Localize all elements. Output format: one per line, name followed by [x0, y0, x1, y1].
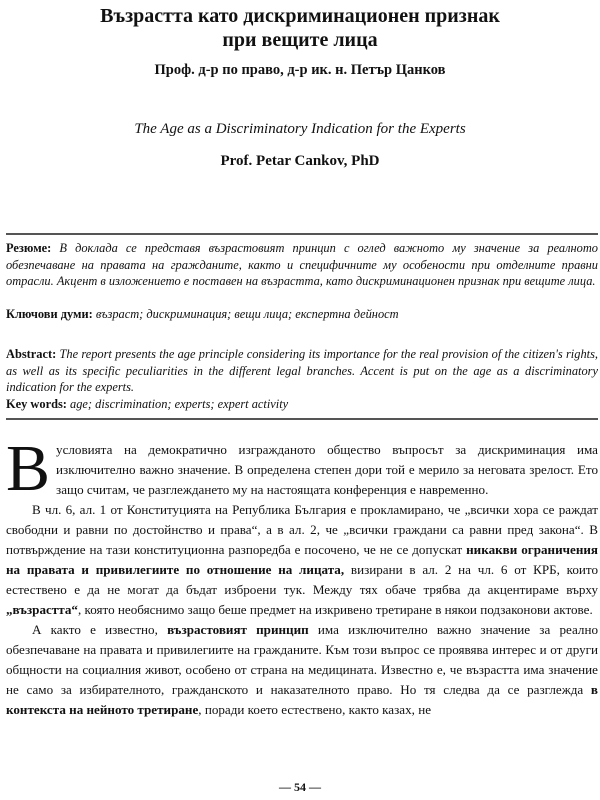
author-english: Prof. Petar Cankov, PhD — [220, 153, 380, 169]
paper-title-line2: при вещите лица — [222, 29, 378, 51]
abstract-english-text: The report presents the age principle considering its importance for the real provision of the citizen's rights, as well as its specific peculiarities in the different legal branches. Accent is put on the age as a discriminatory indication for the experts. — [6, 347, 598, 394]
divider-top — [6, 233, 598, 235]
paragraph-2-bold-d: „възрастта“ — [6, 602, 78, 617]
page-number: — 54 — — [279, 780, 321, 794]
paper-title-english: The Age as a Discriminatory Indication for the Experts — [134, 121, 466, 137]
keywords-english-label: Key words: — [6, 397, 67, 411]
paragraph-1-text: условията на демократично изгражданото общество въпросът за дискриминация има изключително важно значение. В определена степен дори той е мерило за неговата зрелост. Ето защо считам, че разглеждането му на настоящата конференция е навременно. — [56, 442, 598, 497]
keywords-bulgarian-text: възраст; дискриминация; вещи лица; експертна дейност — [95, 307, 399, 321]
paper-title-line1: Възрастта като дискриминационен признак — [100, 5, 500, 27]
paragraph-2 — [6, 500, 598, 620]
keywords-english — [6, 396, 598, 413]
abstract-bulgarian-label: Резюме: — [6, 241, 52, 255]
author-bulgarian: Проф. д-р по право, д-р ик. н. Петър Цанков — [154, 62, 446, 78]
paragraph-2-part-a: В чл. 6, ал. 1 от Конституцията на Република България е прокламирано, че „всички хора се раждат свободни и равни по достойнство и права“, а в ал. 2, че „всички граждани са равни пред закона“. В потвърждение на тази конституционна разпоредба е посочено, че не се допускат — [6, 502, 598, 557]
keywords-bulgarian — [6, 306, 598, 323]
drop-cap: В — [6, 432, 51, 505]
paragraph-3-bold-b: възрастовият принцип — [167, 622, 309, 637]
paragraph-3-bold-d: в контекста на нейното третиране — [6, 682, 598, 717]
paragraph-2-part-e: , която необяснимо защо беше предмет на изкривено третиране в някои подзаконови актове. — [77, 602, 593, 617]
abstract-bulgarian-text: В доклада се представя възрастовият принцип с оглед важното му значение за реалното обезпечаване на правата на гражданите, както и специфичните му особености при отделните правни отрасли. Акцент в изложението е поставен на възрастта, като дискриминационен признак при вещите лица. — [6, 241, 598, 288]
paragraph-1 — [6, 432, 598, 505]
abstract-english — [6, 346, 598, 396]
abstract-english-label: Abstract: — [6, 347, 57, 361]
paper-title — [20, 4, 580, 52]
paragraph-3-part-e: , поради което естествено, както казах, не — [198, 702, 432, 717]
paragraph-3-part-a: А както е известно, — [32, 622, 168, 637]
divider-bottom — [6, 418, 598, 420]
paragraph-3-part-c: има изключително важно значение за реално обезпечаване на правата и привилегиите на гражданите. Към този въпрос се проявява интерес и от други общности на социалния живот, особено от страна на медицината. Известно е, че възрастта има значение не само за избирателното, гражданското и наказателното право. Но тя следва да се разглежда — [6, 622, 599, 697]
body-text — [6, 432, 599, 720]
abstract-bulgarian — [6, 240, 598, 290]
paragraph-2-part-c: визирани в ал. 2 на чл. 6 от КРБ, които естествено е да не могат да бъдат изброени тук. Между тях обаче трябва да акцентираме върху — [6, 562, 599, 597]
keywords-english-text: age; discrimination; experts; expert activity — [70, 397, 289, 411]
paragraph-2-bold-b: никакви ограничения на правата и привилегиите по отношение на лицата, — [6, 542, 598, 577]
keywords-bulgarian-label: Ключови думи: — [6, 307, 93, 321]
paragraph-3 — [6, 620, 598, 720]
